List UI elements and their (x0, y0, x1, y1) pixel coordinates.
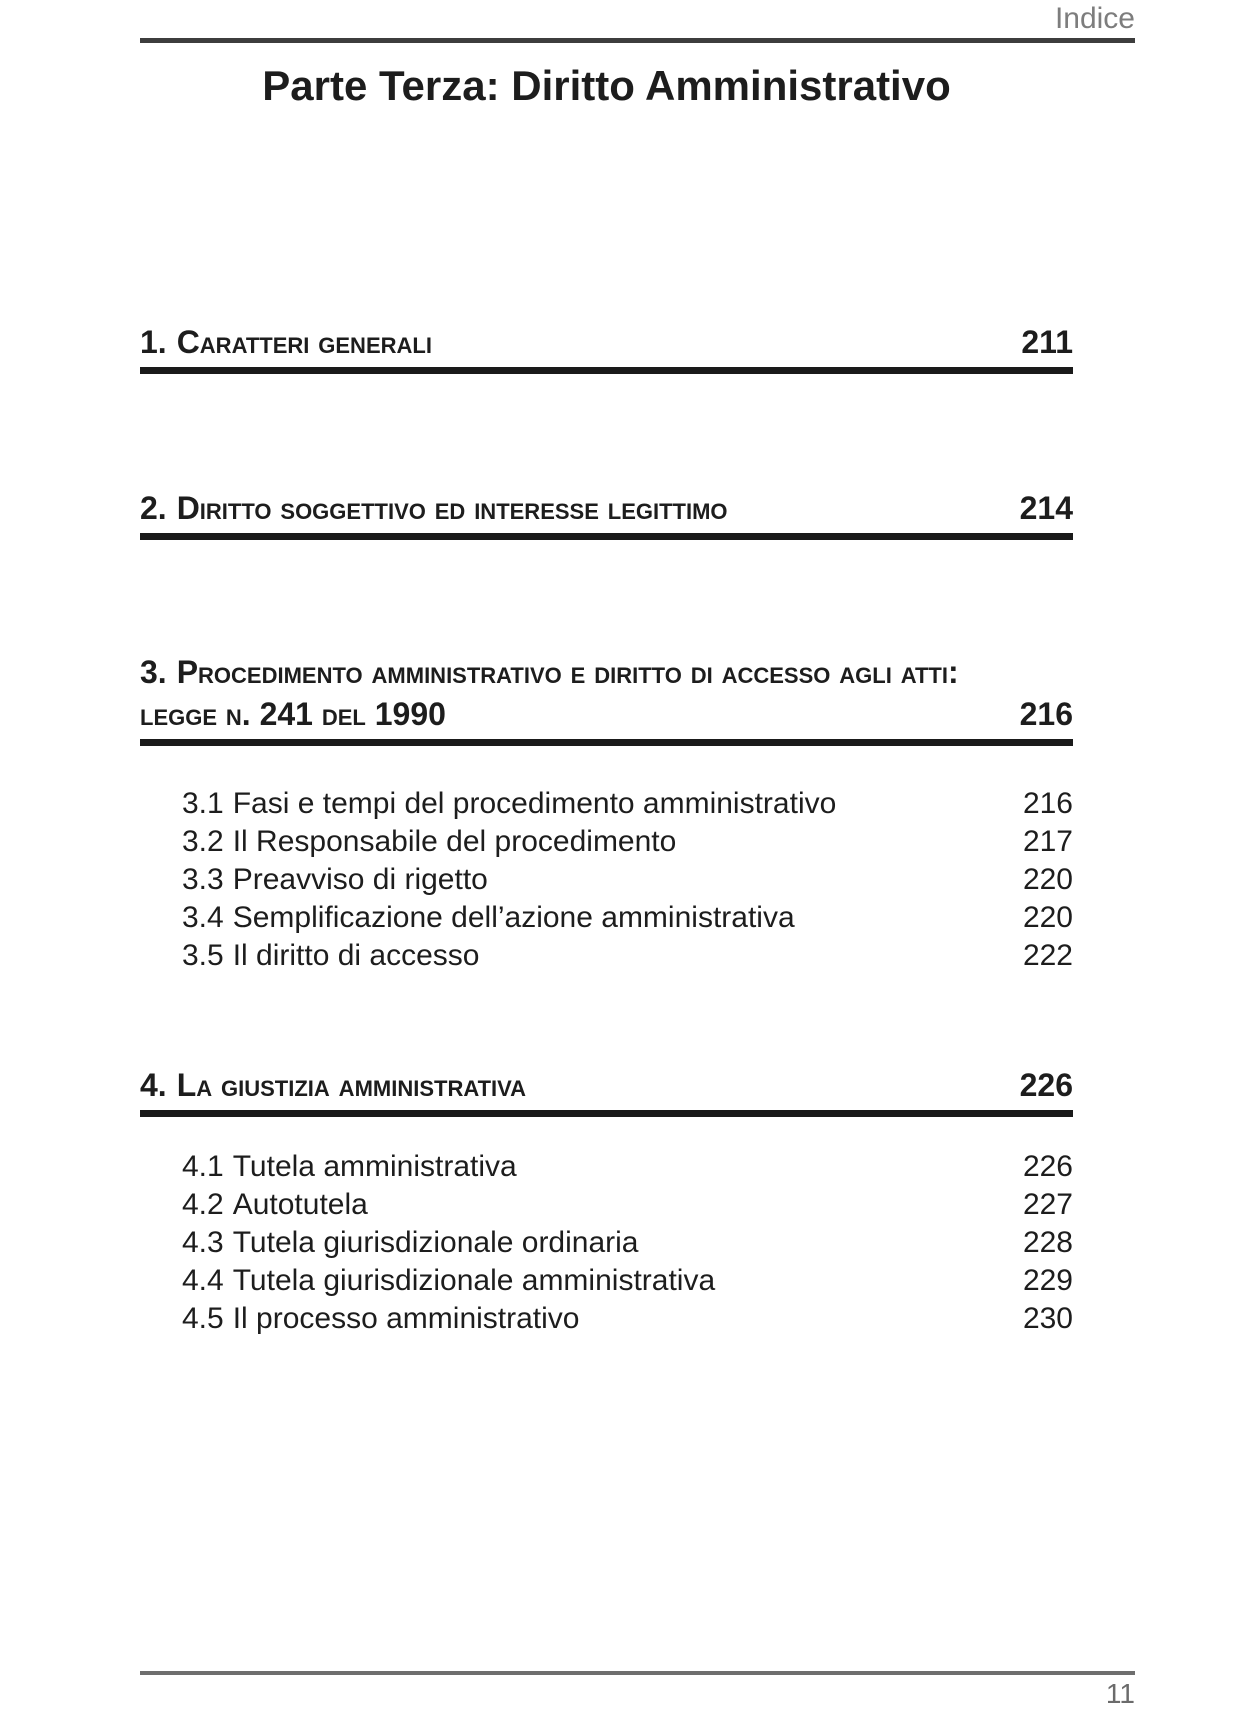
toc-entry-number: 3.5 (182, 939, 224, 972)
toc-entry-number: 3.1 (182, 787, 224, 820)
page-header (140, 0, 1135, 43)
toc-entry-title: Il processo amministrativo (232, 1302, 580, 1335)
toc-entry-4-1[interactable] (140, 1148, 1073, 1186)
toc-entry-number: 4.1 (182, 1150, 224, 1183)
toc-entry-page: 216 (1022, 787, 1073, 820)
toc-entry-number: 4.4 (182, 1264, 224, 1297)
toc-entry-title: Preavviso di rigetto (232, 863, 488, 896)
toc-section-3-page: 216 (1019, 696, 1073, 732)
toc-entry-section-1[interactable] (140, 321, 1073, 363)
toc-section-2 (140, 487, 1073, 540)
toc-entry-4-5[interactable] (140, 1300, 1073, 1338)
section-rule (140, 1110, 1073, 1117)
toc-entry-number: 3.3 (182, 863, 224, 896)
toc-entry-page: 220 (1022, 863, 1073, 896)
toc-section-1-page: 211 (1021, 324, 1073, 360)
toc-entry-page: 217 (1022, 825, 1073, 858)
toc-entry-title: Il Responsabile del procedimento (232, 825, 677, 858)
toc-section-1-title: Caratteri generali (176, 324, 432, 360)
toc-entry-page: 222 (1022, 939, 1073, 972)
toc-section-4 (140, 1064, 1073, 1338)
toc-entry-page: 220 (1022, 901, 1073, 934)
toc-entry-page: 226 (1022, 1150, 1073, 1183)
toc-section-4-page: 226 (1019, 1067, 1073, 1103)
header-indice-label: Indice (1054, 2, 1135, 35)
toc-entry-page: 228 (1022, 1226, 1073, 1259)
toc-entry-4-2[interactable] (140, 1186, 1073, 1224)
toc-section-1-number: 1. (140, 324, 167, 360)
footer-rule (140, 1671, 1135, 1675)
toc-entry-section-2[interactable] (140, 487, 1073, 529)
toc-section-4-line (140, 1067, 526, 1103)
toc-entry-title: Il diritto di accesso (232, 939, 480, 972)
header-rule (140, 38, 1135, 43)
toc-entry-4-3[interactable] (140, 1224, 1073, 1262)
toc-section-1-line (140, 324, 432, 360)
toc-entry-3-1[interactable] (140, 785, 1073, 823)
toc-section-3 (140, 651, 1073, 975)
toc-entry-3-5[interactable] (140, 937, 1073, 975)
toc-entry-number: 4.2 (182, 1188, 224, 1221)
page-footer (140, 1671, 1135, 1709)
toc-section-3-number: 3. (140, 654, 167, 690)
toc-section-3-line-1 (140, 654, 959, 690)
toc-section-3-line-2 (140, 693, 1073, 735)
toc-subsections-3 (140, 785, 1073, 975)
toc-entry-title: Tutela amministrativa (232, 1150, 517, 1183)
toc-entry-title: Autotutela (232, 1188, 368, 1221)
page-title: Parte Terza: Diritto Amministrativo (262, 62, 951, 109)
toc-entry-title: Fasi e tempi del procedimento amministrativo (232, 787, 837, 820)
toc-entry-title: Tutela giurisdizionale amministrativa (232, 1264, 716, 1297)
toc-entry-page: 227 (1022, 1188, 1073, 1221)
toc-entry-number: 4.5 (182, 1302, 224, 1335)
toc-entry-section-4[interactable] (140, 1064, 1073, 1106)
toc-entry-number: 3.2 (182, 825, 224, 858)
footer-page-number: 11 (1105, 1678, 1135, 1709)
toc-section-2-page: 214 (1019, 490, 1073, 526)
toc-entry-3-2[interactable] (140, 823, 1073, 861)
toc-section-1 (140, 321, 1073, 374)
toc-subsections-4 (140, 1148, 1073, 1338)
toc-section-2-line (140, 490, 728, 526)
toc-section-4-title: La giustizia amministrativa (176, 1067, 527, 1103)
toc-section-3-title-line2: legge n. 241 del 1990 (140, 696, 446, 732)
toc-entry-page: 229 (1022, 1264, 1073, 1297)
section-rule (140, 533, 1073, 540)
toc-section-4-number: 4. (140, 1067, 167, 1103)
toc-entry-page: 230 (1022, 1302, 1073, 1335)
toc-entry-3-4[interactable] (140, 899, 1073, 937)
toc-section-2-number: 2. (140, 490, 167, 526)
toc-entry-number: 4.3 (182, 1226, 224, 1259)
toc-entry-3-3[interactable] (140, 861, 1073, 899)
toc-entry-title: Tutela giurisdizionale ordinaria (232, 1226, 639, 1259)
toc-entry-number: 3.4 (182, 901, 224, 934)
toc-section-3-title: Procedimento amministrativo e diritto di accesso agli atti: (176, 654, 959, 690)
section-rule (140, 739, 1073, 746)
toc-entry-section-3[interactable] (140, 651, 1073, 735)
toc-entry-title: Semplificazione dell’azione amministrativa (232, 901, 795, 934)
toc-section-2-title: Diritto soggettivo ed interesse legittimo (176, 490, 728, 526)
toc-entry-4-4[interactable] (140, 1262, 1073, 1300)
toc-content (140, 63, 1073, 1338)
section-rule (140, 367, 1073, 374)
